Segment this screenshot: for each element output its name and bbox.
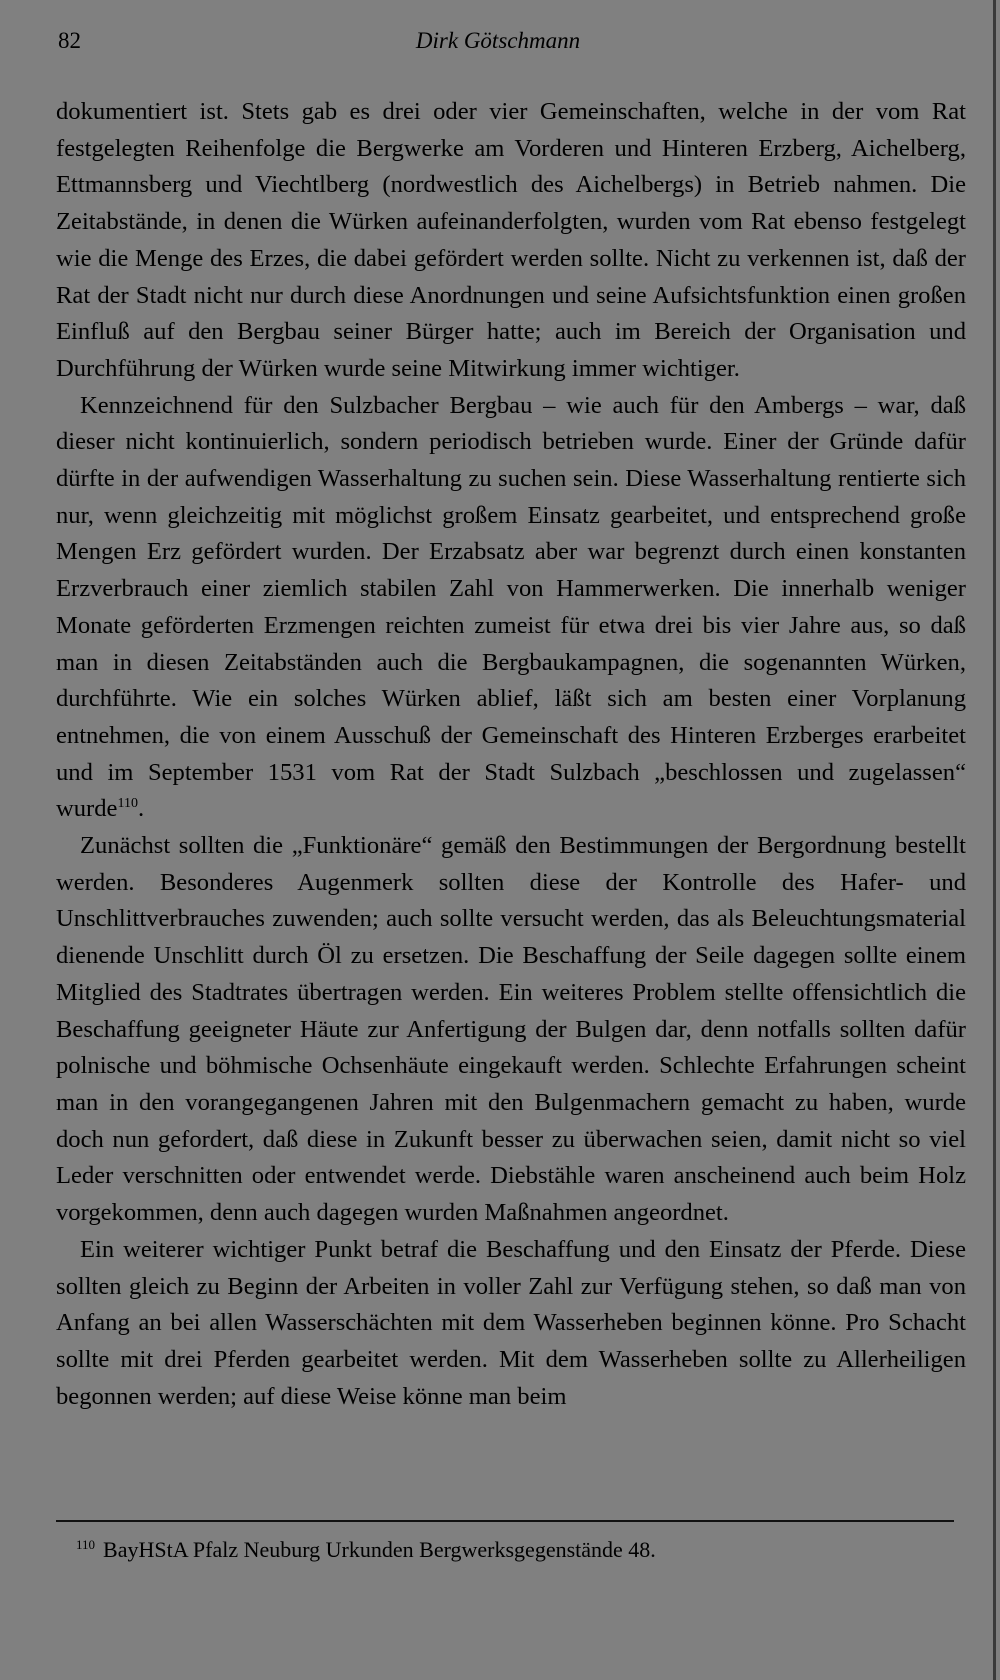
paragraph-2 [56, 388, 966, 828]
footnote-110 [76, 1535, 956, 1565]
paragraph-2-end: . [137, 795, 145, 823]
footnote-number: 110 [76, 1537, 96, 1552]
footnote-text: BayHStA Pfalz Neuburg Urkunden Bergwerksgegenstände 48. [103, 1537, 656, 1562]
running-head-author: Dirk Götschmann [415, 28, 581, 53]
page-number: 82 [58, 28, 81, 53]
paragraph-4: Ein weiterer wichtiger Punkt betraf die Beschaffung und den Einsatz der Pferde. Diese sollten gleich zu Beginn der Arbeiten in voller Zahl zur Verfügung stehen, so daß man von Anfang an bei allen Wasserschächten mit dem Wasserheben beginnen könne. Pro Schacht sollte mit drei Pferden gearbeitet werden. Mit dem Wasserheben sollte zu Allerheiligen begonnen werden; auf diese Weise könne man beim [56, 1235, 966, 1410]
page-edge-divider [993, 0, 996, 1680]
page-header [58, 28, 938, 58]
footnote-reference[interactable]: 110 [117, 796, 138, 812]
paragraph-3: Zunächst sollten die „Funktionäre“ gemäß den Bestimmungen der Bergordnung bestellt werden. Besonderes Augenmerk sollten diese der Kontrolle des Hafer- und Unschlittverbrauches zuwenden; auch sollte versucht werden, das als Beleuchtungsmaterial dienende Unschlitt durch Öl zu ersetzen. Die Beschaffung der Seile dagegen sollte einem Mitglied des Stadtrates übertragen werden. Ein weiteres Problem stellte offensichtlich die Beschaffung geeigneter Häute zur Anfertigung der Bulgen dar, denn notfalls sollten dafür polnische und böhmische Ochsenhäute eingekauft werden. Schlechte Erfahrungen scheint man in den vorangegangenen Jahren mit den Bulgenmachern gemacht zu haben, wurde doch nun gefordert, daß diese in Zukunft besser zu überwachen seien, damit nicht so viel Leder verschnitten oder entwendet werde. Diebstähle waren anscheinend auch beim Holz vorgekommen, denn auch dagegen wurden Maßnahmen angeordnet. [56, 832, 966, 1227]
paragraph-1: dokumentiert ist. Stets gab es drei oder vier Gemeinschaften, welche in der vom Rat festgelegten Reihenfolge die Bergwerke am Vorderen und Hinteren Erzberg, Aichelberg, Ettmannsberg und Viechtlberg (nordwestlich des Aichelbergs) in Betrieb nahmen. Die Zeitabstände, in denen die Würken aufeinanderfolgten, wurden vom Rat ebenso festgelegt wie die Menge des Erzes, die dabei gefördert werden sollte. Nicht zu verkennen ist, daß der Rat der Stadt nicht nur durch diese Anordnungen und seine Aufsichtsfunktion einen großen Einfluß auf den Bergbau seiner Bürger hatte; auch im Bereich der Organisation und Durchführung der Würken wurde seine Mitwirkung immer wichtiger. [56, 98, 966, 382]
paragraph-2-text: Kennzeichnend für den Sulzbacher Bergbau – wie auch für den Ambergs – war, daß dieser nicht kontinuierlich, sondern periodisch betrieben wurde. Einer der Gründe dafür dürfte in der aufwendigen Wasserhaltung zu suchen sein. Diese Wasserhaltung rentierte sich nur, wenn gleichzeitig mit möglichst großem Einsatz gearbeitet, und entsprechend große Mengen Erz gefördert wurden. Der Erzabsatz aber war begrenzt durch einen konstanten Erzverbrauch einer ziemlich stabilen Zahl von Hammerwerken. Die innerhalb weniger Monate geförderten Erzmengen reichten zumeist für etwa drei bis vier Jahre aus, so daß man in diesen Zeitabständen auch die Bergbaukampagnen, die sogenannten Würken, durchführte. Wie ein solches Würken ablief, läßt sich am besten einer Vorplanung entnehmen, die von einem Ausschuß der Gemeinschaft des Hinteren Erzberges erarbeitet und im September 1531 vom Rat der Stadt Sulzbach „beschlossen und zugelassen“ wurde [56, 391, 966, 823]
body-text [56, 94, 966, 1415]
footnote-divider [56, 1520, 954, 1522]
